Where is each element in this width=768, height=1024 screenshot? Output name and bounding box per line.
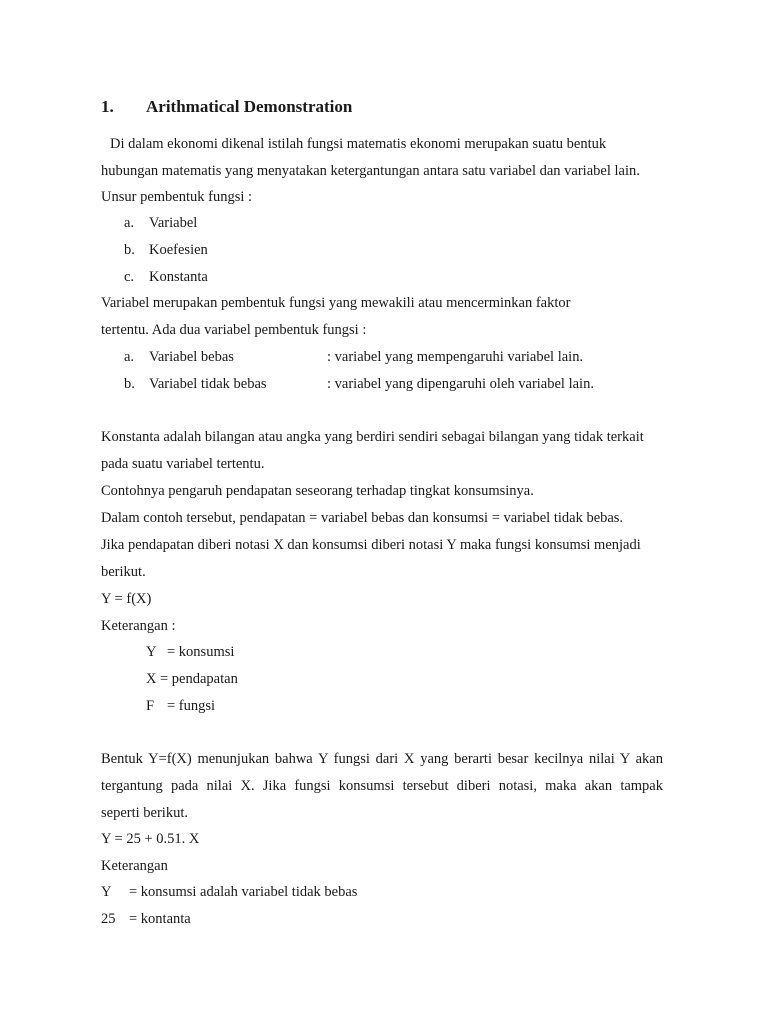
section-heading: [101, 97, 352, 117]
keterangan-desc: = pendapatan: [160, 671, 238, 687]
keterangan-desc: = fungsi: [167, 698, 216, 714]
list-item: [124, 241, 208, 259]
intro-line-3: Unsur pembentuk fungsi :: [101, 189, 253, 205]
formula-2: Y = 25 + 0.51. X: [101, 831, 200, 847]
list-marker: b.: [124, 376, 135, 392]
keterangan-symbol: 25: [101, 911, 116, 927]
keterangan-item: [101, 883, 357, 901]
list-item-text: Variabel: [149, 215, 198, 231]
list-item-text: Konstanta: [149, 269, 208, 285]
keterangan-item: [146, 643, 234, 661]
variabel-desc: : variabel yang dipengaruhi oleh variabel lain.: [327, 376, 594, 392]
keterangan-symbol: Y: [101, 884, 112, 900]
formula-1: Y = f(X): [101, 591, 152, 607]
bentuk-line-2: tergantung pada nilai X. Jika fungsi konsumsi tersebut diberi notasi, maka akan tampak: [101, 778, 663, 794]
konstanta-line-1: Konstanta adalah bilangan atau angka yang berdiri sendiri sebagai bilangan yang tidak terkait: [101, 429, 644, 445]
keterangan-desc: = konsumsi adalah variabel tidak bebas: [129, 884, 358, 900]
konstanta-line-5: Jika pendapatan diberi notasi X dan konsumsi diberi notasi Y maka fungsi konsumsi menjadi: [101, 537, 641, 553]
list-item-text: Koefesien: [149, 242, 208, 258]
intro-line-2: hubungan matematis yang menyatakan ketergantungan antara satu variabel dan variabel lain.: [101, 163, 640, 179]
variabel-line-1: Variabel merupakan pembentuk fungsi yang mewakili atau mencerminkan faktor: [101, 295, 571, 311]
keterangan-symbol: F: [146, 698, 155, 714]
variabel-desc: : variabel yang mempengaruhi variabel lain.: [327, 349, 584, 365]
intro-line-1: Di dalam ekonomi dikenal istilah fungsi matematis ekonomi merupakan suatu bentuk: [110, 136, 607, 152]
variabel-term: Variabel bebas: [149, 349, 234, 365]
section-number: 1.: [101, 97, 114, 116]
konstanta-line-3: Contohnya pengaruh pendapatan seseorang terhadap tingkat konsumsinya.: [101, 483, 534, 499]
section-title: Arithmatical Demonstration: [146, 97, 353, 116]
konstanta-line-4: Dalam contoh tersebut, pendapatan = variabel bebas dan konsumsi = variabel tidak bebas.: [101, 510, 624, 526]
bentuk-line-3: seperti berikut.: [101, 805, 188, 821]
list-item: [124, 268, 208, 286]
keterangan-desc: = kontanta: [129, 911, 191, 927]
list-marker: c.: [124, 269, 135, 285]
variabel-line-2: tertentu. Ada dua variabel pembentuk fungsi :: [101, 322, 367, 338]
variabel-term: Variabel tidak bebas: [149, 376, 267, 392]
bentuk-line-1: Bentuk Y=f(X) menunjukan bahwa Y fungsi dari X yang berarti besar kecilnya nilai Y akan: [101, 751, 663, 767]
list-marker: b.: [124, 242, 135, 258]
keterangan-label-1: Keterangan :: [101, 618, 176, 634]
keterangan-item: [146, 670, 238, 688]
list-marker: a.: [124, 215, 135, 231]
keterangan-item: [101, 910, 191, 928]
keterangan-item: [146, 697, 215, 715]
list-item: [124, 214, 197, 232]
list-marker: a.: [124, 349, 135, 365]
variabel-item: [124, 348, 583, 366]
variabel-item: [124, 375, 594, 393]
keterangan-symbol: Y: [146, 644, 157, 660]
keterangan-symbol: X: [146, 671, 157, 687]
keterangan-desc: = konsumsi: [167, 644, 235, 660]
konstanta-line-2: pada suatu variabel tertentu.: [101, 456, 265, 472]
keterangan-label-2: Keterangan: [101, 858, 168, 874]
konstanta-line-6: berikut.: [101, 564, 146, 580]
